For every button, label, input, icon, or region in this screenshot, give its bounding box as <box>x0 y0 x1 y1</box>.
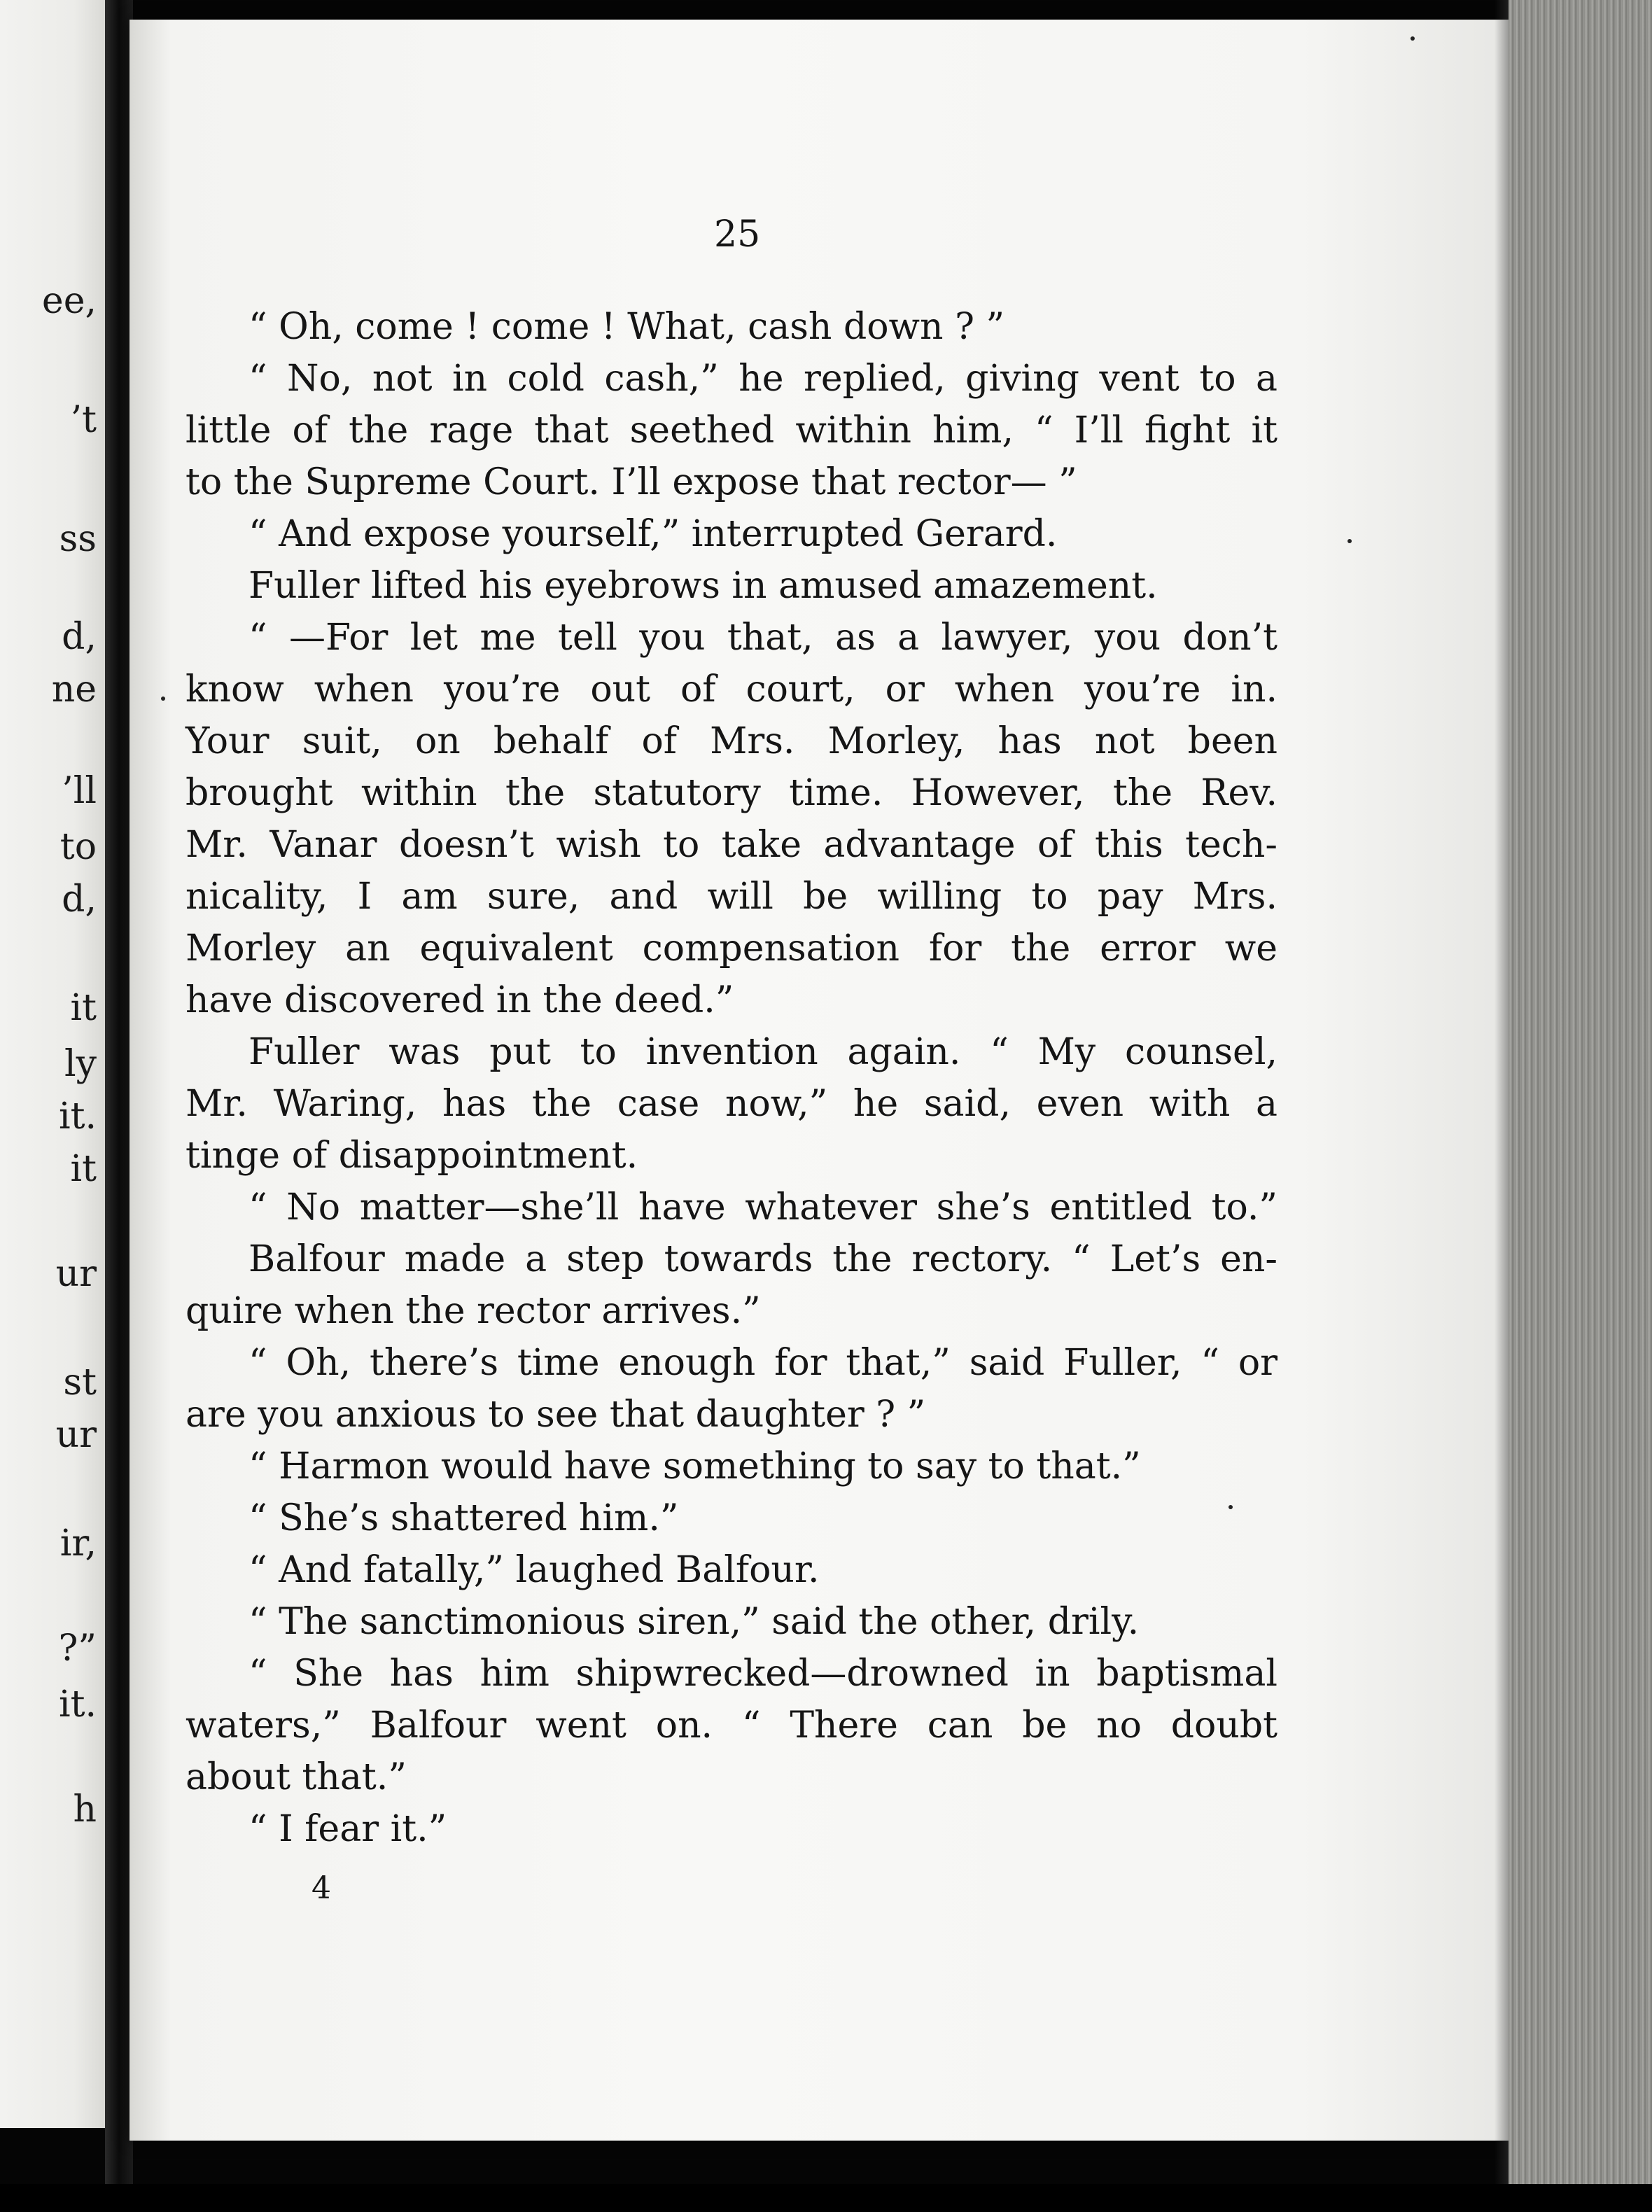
page-number: 25 <box>714 214 761 255</box>
text-line: Fuller lifted his eyebrows in amused amazement. <box>248 565 1158 607</box>
text-line: quire when the rector arrives.” <box>186 1290 761 1332</box>
left-fragment: d, <box>62 616 97 658</box>
left-fragment: ee, <box>41 280 97 322</box>
scan-speck <box>1348 539 1352 543</box>
text-line: “ Oh, come ! come ! What, cash down ? ” <box>248 306 1005 348</box>
left-page-text-fragments <box>0 0 105 2128</box>
left-fragment: ?” <box>58 1628 97 1670</box>
text-line: “ She’s shattered him.” <box>248 1497 679 1539</box>
scan-bottom-border <box>0 2184 1652 2212</box>
left-fragment: h <box>73 1788 97 1830</box>
left-fragment: ’t <box>70 399 97 441</box>
text-line: about that.” <box>186 1756 407 1798</box>
text-line: “ No, not in cold cash,” he replied, giving vent to a <box>248 358 1278 400</box>
book-block-edges <box>1508 0 1652 2188</box>
signature-mark: 4 <box>312 1870 331 1906</box>
text-line: know when you’re out of court, or when you’re in. <box>186 668 1278 710</box>
text-line: “ And expose yourself,” interrupted Gerard. <box>248 513 1058 555</box>
left-fragment: ur <box>55 1253 97 1295</box>
left-fragment: ne <box>51 668 97 710</box>
left-fragment: it. <box>58 1684 97 1726</box>
left-fragment: it <box>70 987 97 1029</box>
text-line: Balfour made a step towards the rectory. “ Let’s en- <box>248 1238 1278 1280</box>
text-line: “ No matter—she’ll have whatever she’s entitled to.” <box>248 1186 1278 1228</box>
text-line: “ She has him shipwrecked—drowned in baptismal <box>248 1653 1278 1695</box>
text-line: to the Supreme Court. I’ll expose that rector— ” <box>186 461 1077 503</box>
text-line: have discovered in the deed.” <box>186 979 734 1021</box>
left-fragment: st <box>63 1362 97 1404</box>
scan-speck <box>1410 36 1415 41</box>
text-line: Mr. Waring, has the case now,” he said, even with a <box>186 1083 1278 1125</box>
text-line: “ Oh, there’s time enough for that,” said Fuller, “ or <box>248 1342 1278 1384</box>
left-fragment: ss <box>59 518 97 560</box>
text-line: waters,” Balfour went on. “ There can be no doubt <box>186 1704 1278 1746</box>
text-line: “ I fear it.” <box>248 1808 447 1850</box>
text-line: nicality, I am sure, and will be willing to pay Mrs. <box>186 876 1278 918</box>
text-line: “ Harmon would have something to say to that.” <box>248 1446 1141 1488</box>
left-fragment: it. <box>58 1096 97 1138</box>
text-line: Morley an equivalent compensation for the error we <box>186 927 1278 969</box>
text-line: tinge of disappointment. <box>186 1135 638 1177</box>
text-line: “ And fatally,” laughed Balfour. <box>248 1549 820 1591</box>
scan-speck <box>161 696 165 701</box>
page-edge-shadow <box>1494 0 1508 2188</box>
text-line: Your suit, on behalf of Mrs. Morley, has not been <box>186 720 1278 762</box>
book-gutter <box>105 0 133 2212</box>
left-fragment: it <box>70 1148 97 1190</box>
left-fragment: ir, <box>59 1522 97 1564</box>
left-fragment: d, <box>62 878 97 920</box>
scan-speck <box>1228 1505 1233 1509</box>
text-line: “ —For let me tell you that, as a lawyer, you don’t <box>248 617 1278 659</box>
text-line: are you anxious to see that daughter ? ” <box>186 1394 926 1436</box>
text-line: “ The sanctimonious siren,” said the other, drily. <box>248 1601 1140 1643</box>
left-fragment: ur <box>55 1414 97 1456</box>
text-line: brought within the statutory time. However, the Rev. <box>186 772 1278 814</box>
text-line: Mr. Vanar doesn’t wish to take advantage of this tech- <box>186 824 1278 866</box>
text-line: Fuller was put to invention again. “ My counsel, <box>248 1031 1278 1073</box>
text-line: little of the rage that seethed within him, “ I’ll fight it <box>186 410 1278 451</box>
left-fragment: ly <box>64 1043 97 1085</box>
left-fragment: to <box>59 826 97 868</box>
left-fragment: ’ll <box>62 770 97 812</box>
